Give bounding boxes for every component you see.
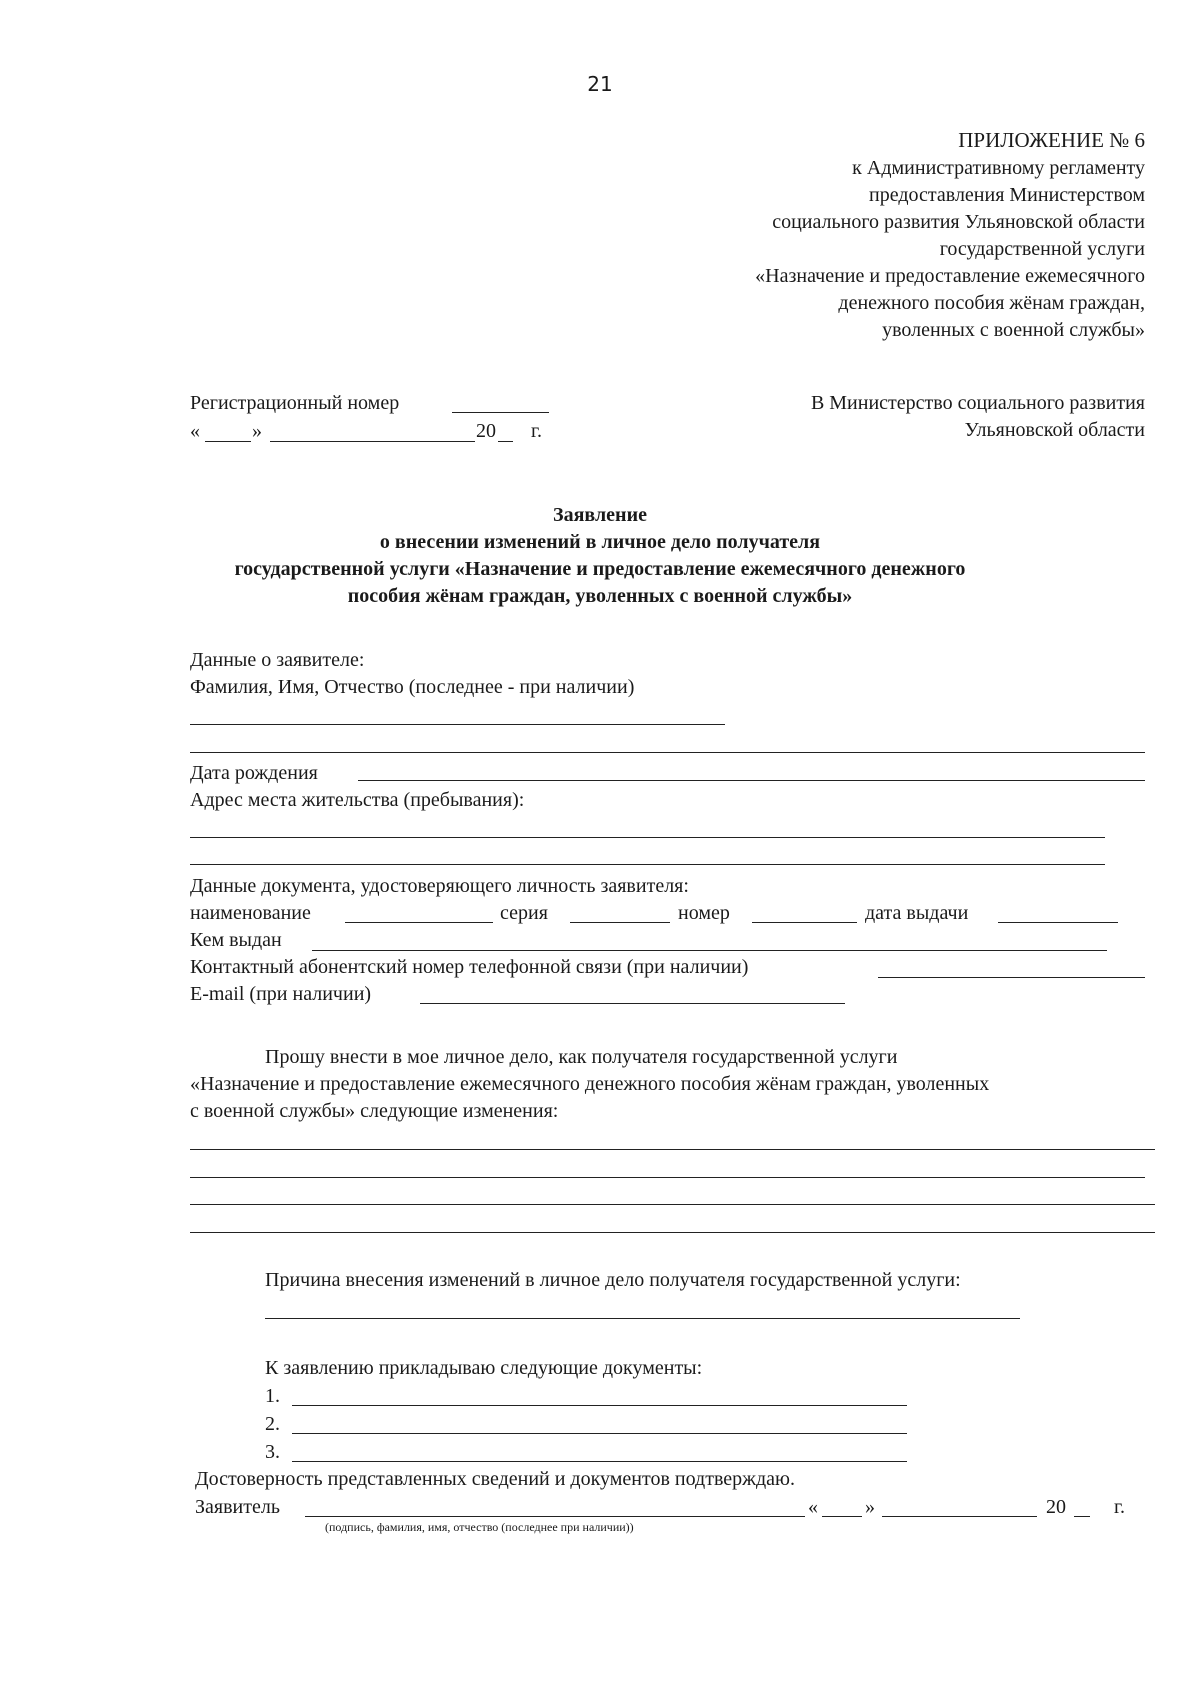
doc-series-label: серия: [500, 902, 548, 924]
signature-close-quote: »: [865, 1496, 875, 1518]
address-label: Адрес места жительства (пребывания):: [190, 789, 525, 811]
address-field[interactable]: [190, 837, 1105, 838]
doc-name-field[interactable]: [345, 922, 493, 923]
appendix-line: денежного пособия жёнам граждан,: [838, 292, 1145, 314]
appendix-line: к Административному регламенту: [852, 157, 1145, 179]
registration-year-suffix: г.: [531, 420, 542, 442]
signature-field[interactable]: [305, 1516, 805, 1517]
doc-name-label: наименование: [190, 902, 311, 924]
attachment-field[interactable]: [292, 1433, 907, 1434]
signature-year-suffix: г.: [1114, 1496, 1125, 1518]
registration-year-field[interactable]: [498, 441, 513, 442]
attachment-number: 2.: [265, 1413, 280, 1435]
registration-month-field[interactable]: [270, 441, 475, 442]
signature-year-prefix: 20: [1046, 1496, 1066, 1518]
phone-label: Контактный абонентский номер телефонной связи (при наличии): [190, 956, 749, 978]
issued-by-field[interactable]: [312, 950, 1107, 951]
document-title: Заявление: [553, 504, 647, 526]
attachment-number: 3.: [265, 1441, 280, 1463]
signature-open-quote: «: [808, 1496, 818, 1518]
appendix-title: ПРИЛОЖЕНИЕ № 6: [958, 128, 1145, 152]
changes-field[interactable]: [190, 1177, 1145, 1178]
signature-label: Заявитель: [195, 1496, 280, 1518]
dob-label: Дата рождения: [190, 762, 318, 784]
identity-section-label: Данные документа, удостоверяющего личность заявителя:: [190, 875, 689, 897]
doc-number-label: номер: [678, 902, 730, 924]
signature-year-field[interactable]: [1074, 1516, 1090, 1517]
phone-field[interactable]: [878, 977, 1145, 978]
attachment-number: 1.: [265, 1385, 280, 1407]
document-subtitle: государственной услуги «Назначение и предоставление ежемесячного денежного: [234, 558, 966, 580]
registration-close-quote: »: [252, 420, 262, 442]
fio-field-continued[interactable]: [190, 752, 1145, 753]
issued-by-label: Кем выдан: [190, 929, 282, 951]
signature-month-field[interactable]: [882, 1516, 1037, 1517]
doc-number-field[interactable]: [752, 922, 857, 923]
reason-label: Причина внесения изменений в личное дело получателя государственной услуги:: [265, 1269, 961, 1291]
appendix-line: «Назначение и предоставление ежемесячного: [755, 265, 1145, 287]
registration-year-prefix: 20: [476, 420, 496, 442]
appendix-line: предоставления Министерством: [869, 184, 1145, 206]
fio-field[interactable]: [190, 724, 725, 725]
addressee-line: Ульяновской области: [964, 419, 1145, 441]
changes-field[interactable]: [190, 1232, 1155, 1233]
signature-caption: (подпись, фамилия, имя, отчество (последнее при наличии)): [325, 1520, 634, 1534]
changes-field[interactable]: [190, 1204, 1155, 1205]
confirmation-text: Достоверность представленных сведений и документов подтверждаю.: [195, 1468, 795, 1490]
page-number: 21: [587, 72, 613, 96]
document-subtitle: о внесении изменений в личное дело получателя: [379, 531, 821, 553]
document-subtitle: пособия жёнам граждан, уволенных с военной службы»: [347, 585, 853, 607]
doc-series-field[interactable]: [570, 922, 670, 923]
changes-field[interactable]: [190, 1149, 1155, 1150]
reason-field[interactable]: [265, 1318, 1020, 1319]
doc-issue-date-field[interactable]: [998, 922, 1118, 923]
signature-day-field[interactable]: [822, 1516, 862, 1517]
applicant-section-label: Данные о заявителе:: [190, 649, 365, 671]
request-text: «Назначение и предоставление ежемесячного денежного пособия жёнам граждан, уволенных: [190, 1073, 990, 1095]
appendix-line: социального развития Ульяновской области: [772, 211, 1145, 233]
registration-day-field[interactable]: [205, 441, 251, 442]
registration-number-field[interactable]: [452, 412, 549, 413]
appendix-line: уволенных с военной службы»: [882, 319, 1145, 341]
attachment-field[interactable]: [292, 1461, 907, 1462]
doc-issue-date-label: дата выдачи: [865, 902, 969, 924]
email-label: E-mail (при наличии): [190, 983, 372, 1005]
email-field[interactable]: [420, 1003, 845, 1004]
fio-label: Фамилия, Имя, Отчество (последнее - при наличии): [190, 676, 635, 698]
addressee-line: В Министерство социального развития: [810, 392, 1145, 414]
attachments-label: К заявлению прикладываю следующие документы:: [265, 1357, 703, 1379]
dob-field[interactable]: [358, 780, 1145, 781]
registration-open-quote: «: [190, 420, 200, 442]
appendix-line: государственной услуги: [939, 238, 1145, 260]
address-field-continued[interactable]: [190, 864, 1105, 865]
request-text: Прошу внести в мое личное дело, как получателя государственной услуги: [265, 1046, 898, 1068]
attachment-field[interactable]: [292, 1405, 907, 1406]
registration-label: Регистрационный номер: [190, 392, 400, 414]
request-text: с военной службы» следующие изменения:: [190, 1100, 559, 1122]
